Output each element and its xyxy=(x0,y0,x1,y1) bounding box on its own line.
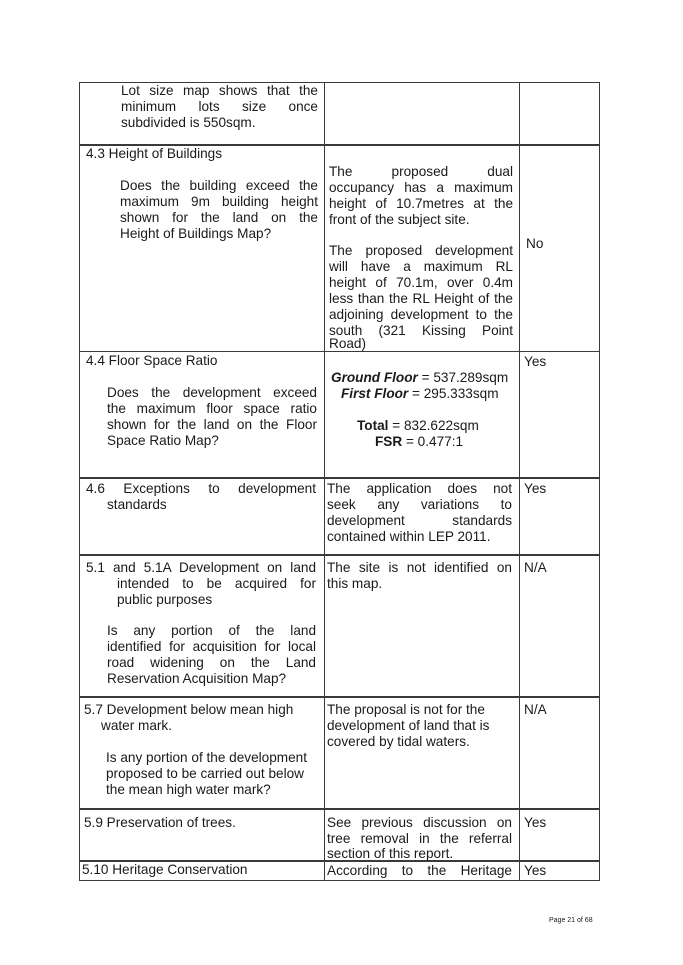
first-floor-label: First Floor xyxy=(341,386,409,401)
cell-text: subdivided is 550sqm. xyxy=(121,115,256,130)
ground-floor-value: = 537.289sqm xyxy=(417,370,509,385)
cell-text: See previous discussion on xyxy=(327,815,512,830)
cell-text: covered by tidal waters. xyxy=(327,734,470,749)
fsr xyxy=(375,434,463,450)
compliance-value: N/A xyxy=(524,702,547,717)
total-area xyxy=(357,418,479,434)
first-floor-area xyxy=(341,386,499,402)
ground-floor-area xyxy=(331,370,508,386)
cell-text: standards xyxy=(107,497,167,512)
compliance-value: Yes xyxy=(524,863,547,878)
cell-text: this map. xyxy=(327,576,383,591)
fsr-label: FSR xyxy=(375,434,403,449)
cell-text: contained within LEP 2011. xyxy=(327,529,491,544)
compliance-value: Yes xyxy=(524,815,547,830)
cell-text: Is any portion of the land xyxy=(107,623,316,638)
row-border xyxy=(79,808,600,810)
cell-text: development of land that is xyxy=(327,718,490,733)
cell-text: The application does not xyxy=(327,481,512,496)
fsr-value: = 0.477:1 xyxy=(402,434,464,449)
section-heading: 4.3 Height of Buildings xyxy=(86,146,223,161)
cell-text: Lot size map shows that the xyxy=(121,83,318,98)
cell-text: public purposes xyxy=(117,592,213,607)
cell-text: Space Ratio Map? xyxy=(107,433,219,448)
cell-text: maximum 9m building height xyxy=(120,194,318,209)
cell-text: water mark. xyxy=(101,718,173,733)
cell-text: The site is not identified on xyxy=(327,560,512,575)
cell-text: Is any portion of the development xyxy=(106,750,308,765)
cell-text: south (321 Kissing Point xyxy=(329,323,513,338)
cell-text: minimum lots size once xyxy=(121,99,318,114)
cell-text: Does the development exceed xyxy=(107,385,317,400)
cell-text: height of 10.7metres at the xyxy=(329,196,513,211)
cell-text: seek any variations to xyxy=(327,497,512,512)
row-border xyxy=(79,477,600,479)
cell-text: Road) xyxy=(329,336,367,351)
cell-text: tree removal in the referral xyxy=(327,831,512,846)
section-heading: 5.10 Heritage Conservation xyxy=(82,862,248,877)
cell-text: occupancy has a maximum xyxy=(329,180,513,195)
cell-text: The proposed dual xyxy=(329,164,513,179)
cell-text: the maximum floor space ratio xyxy=(107,401,317,416)
cell-text: shown for the land on the Floor xyxy=(107,417,317,432)
compliance-value: No xyxy=(526,236,544,251)
cell-text: intended to be acquired for xyxy=(117,576,316,591)
row-border xyxy=(79,696,600,698)
row-border xyxy=(79,554,600,556)
cell-text: According to the Heritage xyxy=(327,863,512,878)
section-heading: 4.4 Floor Space Ratio xyxy=(86,353,218,368)
section-heading: 4.6 Exceptions to development xyxy=(86,481,316,496)
cell-text: identified for acquisition for local xyxy=(107,639,316,654)
cell-text: adjoining development to the xyxy=(329,307,513,322)
cell-text: less than the RL Height of the xyxy=(329,291,513,306)
cell-text: will have a maximum RL xyxy=(329,259,513,274)
cell-text: height of 70.1m, over 0.4m xyxy=(329,275,513,290)
total-value: = 832.622sqm xyxy=(388,418,479,433)
cell-text: Reservation Acquisition Map? xyxy=(107,671,287,686)
row-border xyxy=(79,880,600,881)
cell-text: Height of Buildings Map? xyxy=(120,226,272,241)
cell-text: proposed to be carried out below xyxy=(106,766,304,781)
section-heading: 5.1 and 5.1A Development on land xyxy=(86,560,316,575)
page-number: Page 21 of 68 xyxy=(549,917,593,924)
cell-text: shown for the land on the xyxy=(120,210,318,225)
compliance-value: Yes xyxy=(524,481,547,496)
cell-text: The proposed development xyxy=(329,243,513,258)
cell-text: section of this report. xyxy=(327,846,454,861)
cell-text: front of the subject site. xyxy=(329,212,470,227)
cell-text: road widening on the Land xyxy=(107,655,316,670)
first-floor-value: = 295.333sqm xyxy=(408,386,499,401)
total-label: Total xyxy=(357,418,389,433)
cell-text: the mean high water mark? xyxy=(106,782,271,797)
compliance-value: Yes xyxy=(524,354,547,369)
section-heading: 5.7 Development below mean high xyxy=(84,702,294,717)
cell-text: development standards xyxy=(327,513,512,528)
section-heading: 5.9 Preservation of trees. xyxy=(84,815,236,830)
compliance-value: N/A xyxy=(524,560,547,575)
ground-floor-label: Ground Floor xyxy=(331,370,418,385)
cell-text: The proposal is not for the xyxy=(327,702,485,717)
cell-text: Does the building exceed the xyxy=(120,178,318,193)
